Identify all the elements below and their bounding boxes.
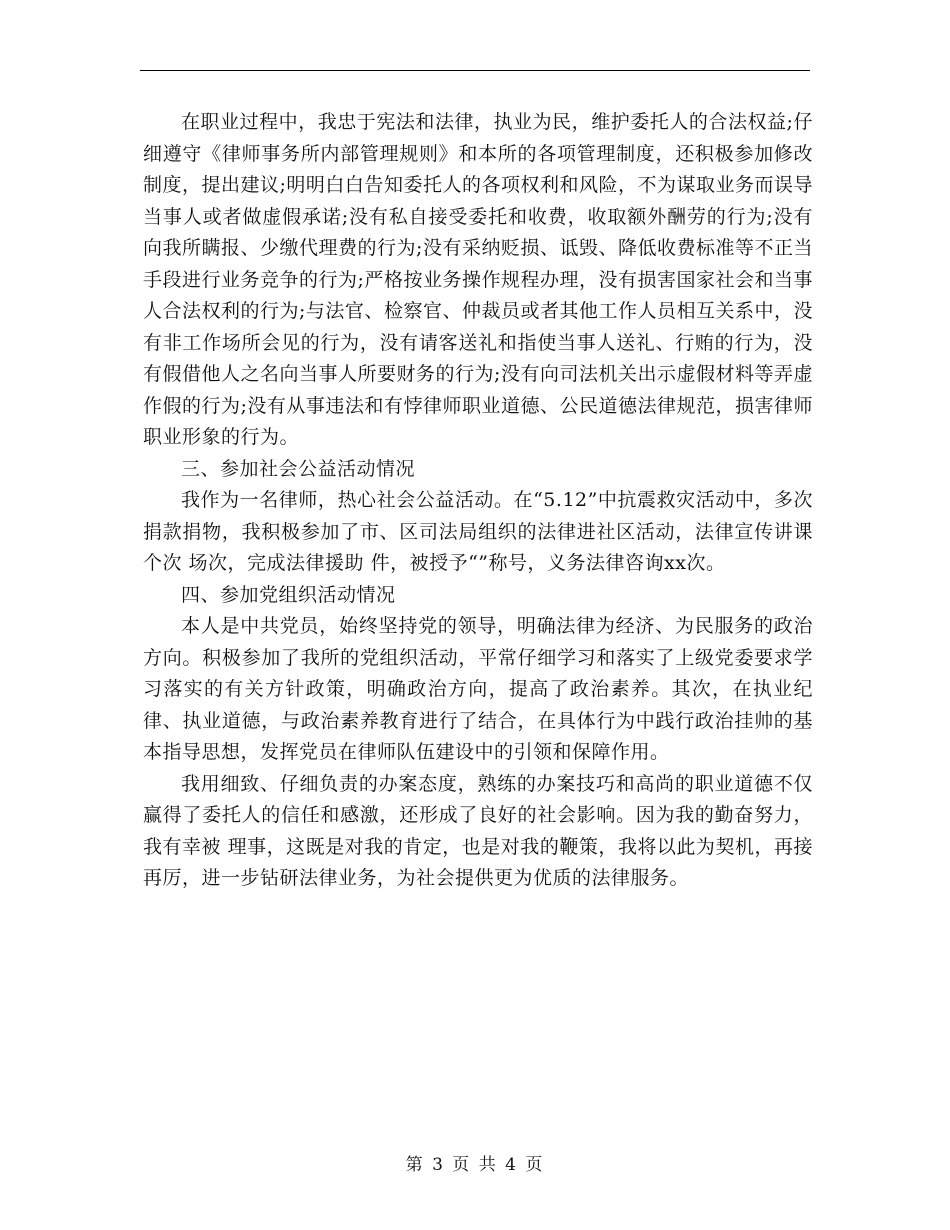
section-heading-party-activities: 四、参加党组织活动情况 — [181, 583, 396, 606]
section-heading-public-welfare: 三、参加社会公益活动情况 — [181, 457, 416, 480]
page-number-footer: 第 3 页 共 4 页 — [405, 1155, 545, 1175]
paragraph-conduct: 在职业过程中，我忠于宪法和法律，执业为民，维护委托人的合法权益;仔细遵守《律师事务所内部管理规则》和本所的各项管理制度，还积极参加修改制度，提出建议;明明白白告知委托人的各项权利和风险，不为谋取业务而误导当事人或者做虚假承诺;没有私自接受委托和收费，收取额外酬劳的行为;没有向我所瞒报、少缴代理费的行为;没有采纳贬损、诋毁、降低收费标准等不正当手段进行业务竞争的行为;严格按业务操作规程办理，没有损害国家社会和当事人合法权利的行为;与法官、检察官、仲裁员或者其他工作人员相互关系中，没有非工作场所会见的行为，没有请客送礼和指使当事人送礼、行贿的行为，没有假借他人之名向当事人所要财务的行为;没有向司法机关出示虚假材料等弄虚作假的行为;没有从事违法和有悖律师职业道德、公民道德法律规范，损害律师职业形象的行为。 — [143, 111, 813, 448]
header-rule — [140, 70, 810, 71]
paragraph-public-welfare: 我作为一名律师，热心社会公益活动。在“5.12”中抗震救灾活动中，多次捐款捐物，我积极参加了市、区司法局组织的法律进社区活动，法律宣传讲课个次 场次，完成法律援助 件，被授予“”称号，义务法律咨询xx次。 — [143, 489, 813, 574]
paragraph-conclusion: 我用细致、仔细负责的办案态度，熟练的办案技巧和高尚的职业道德不仅赢得了委托人的信任和感激，还形成了良好的社会影响。因为我的勤奋努力，我有幸被 理事，这既是对我的肯定，也是对我的鞭策，我将以此为契机，再接再厉，进一步钻研法律业务，为社会提供更为优质的法律服务。 — [143, 772, 813, 889]
paragraph-party-activities: 本人是中共党员，始终坚持党的领导，明确法律为经济、为民服务的政治方向。积极参加了我所的党组织活动，平常仔细学习和落实了上级党委要求学习落实的有关方针政策，明确政治方向，提高了政治素养。其次，在执业纪律、执业道德，与政治素养教育进行了结合，在具体行为中践行政治挂帅的基本指导思想，发挥党员在律师队伍建设中的引领和保障作用。 — [143, 615, 813, 763]
document-body — [143, 107, 813, 895]
